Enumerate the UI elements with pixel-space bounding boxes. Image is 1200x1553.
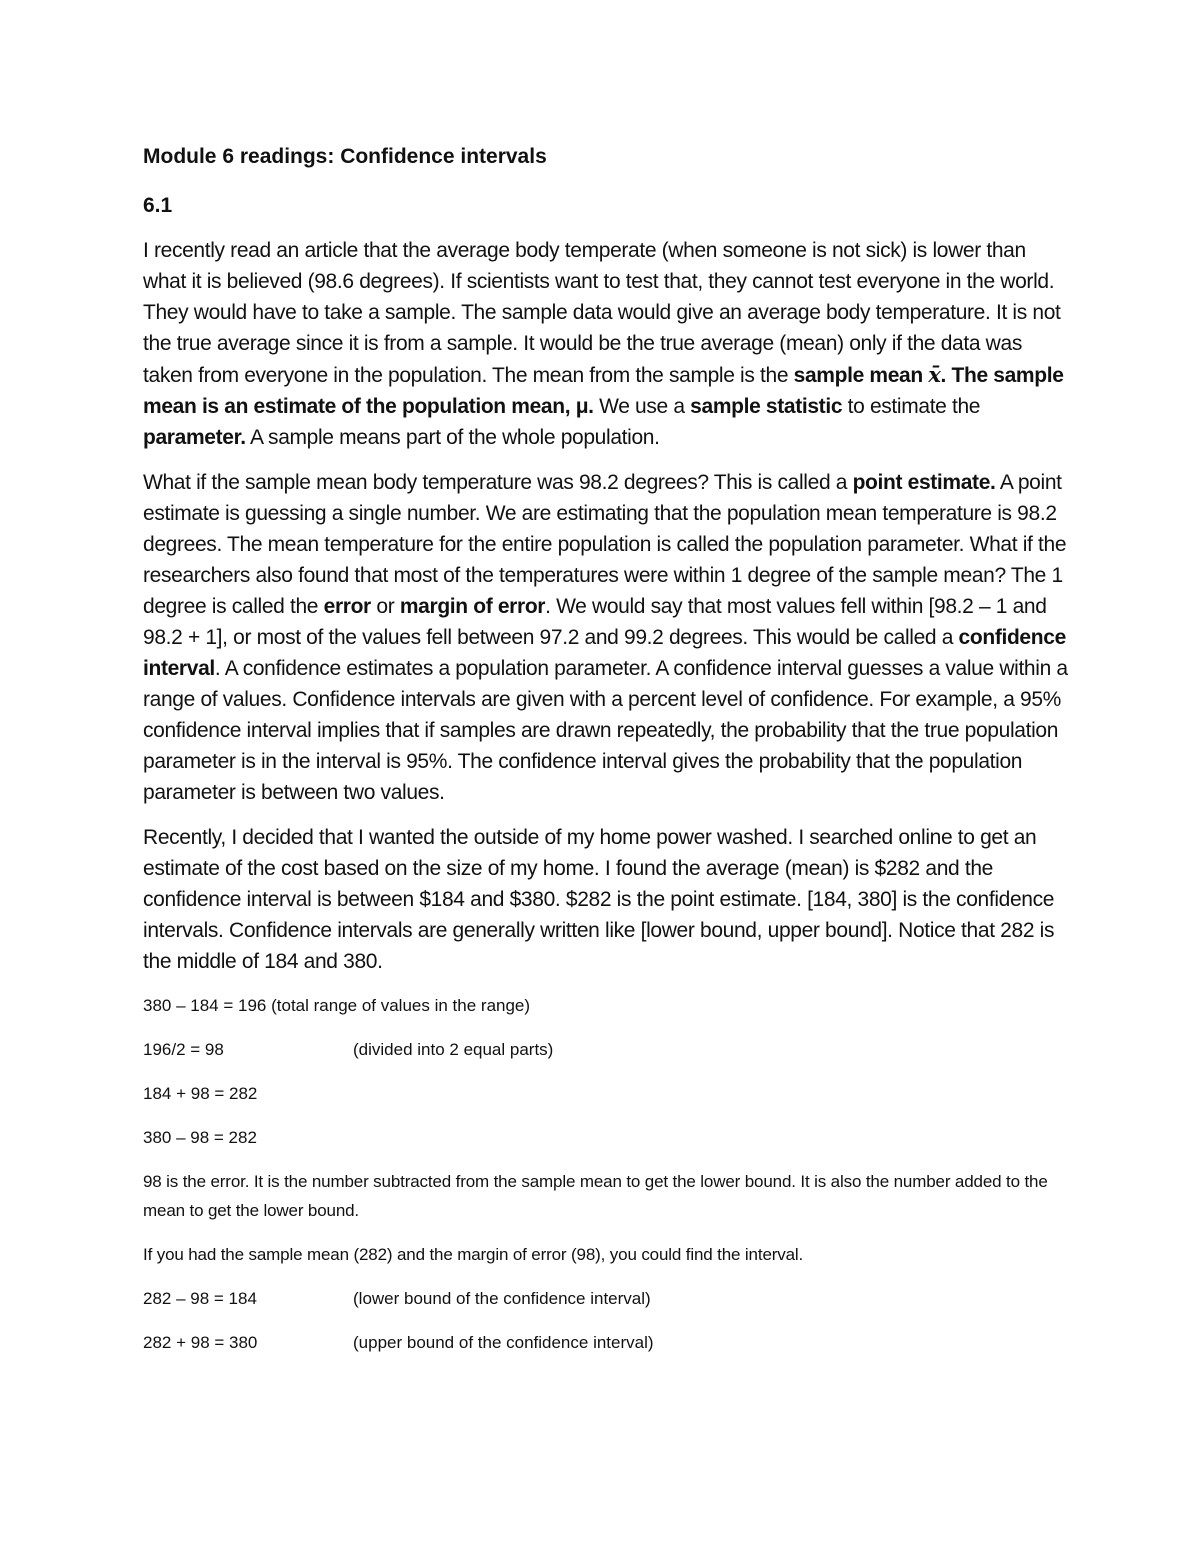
term-confidence-interval: confidence interval <box>143 626 1066 680</box>
paragraph-text: A sample means part of the whole population. <box>245 426 660 449</box>
document-title: Module 6 readings: Confidence intervals <box>143 145 547 168</box>
paragraph-text: to estimate the <box>842 395 981 418</box>
term-margin-of-error: margin of error <box>399 595 546 618</box>
paragraph-find-interval: If you had the sample mean (282) and the margin of error (98), you could find the interval. <box>143 1245 804 1264</box>
paragraph-text: . We would say that most values fell within [98.2 – 1 and 98.2 + 1], or most of the values fell between 97.2 and 99.2 degrees. This would be called a <box>143 595 1047 649</box>
calculation-line <box>143 1035 1068 1064</box>
calculation-line <box>143 991 1068 1020</box>
section-number: 6.1 <box>143 194 173 217</box>
paragraph-point-estimate <box>143 467 1068 808</box>
paragraph-text: . A confidence estimates a population parameter. A confidence interval guesses a value within a range of values. Confidence intervals are given with a percent level of confidence. For example, a 95% confidence interval implies that if samples are drawn repeatedly, the probability that the true population parameter is in the interval is 95%. The confidence interval gives the probability that the population parameter is between two values. <box>143 657 1068 804</box>
term-population-mean: population mean, μ. <box>401 395 594 418</box>
calculation-expression: 282 – 98 = 184 <box>143 1289 257 1308</box>
calculation-line <box>143 1284 1068 1313</box>
paragraph-text: . The sample mean is an estimate of the <box>143 364 1064 418</box>
calculation-note: (total range of values in the range) <box>271 996 531 1015</box>
calculation-expression: 184 + 98 = 282 <box>143 1084 258 1103</box>
paragraph-text: I recently read an article that the average body temperate (when someone is not sick) is lower than what it is believed (98.6 degrees). If scientists want to test that, they cannot test everyone in the world. They would have to take a sample. The sample data would give an average body temperature. It is not the true average since it is from a sample. It would be the true average (mean) only if the data was taken from everyone in the population. The mean from the sample is the <box>143 239 1061 387</box>
calculation-line <box>143 1328 1068 1357</box>
paragraph-error-explanation: 98 is the error. It is the number subtracted from the sample mean to get the lower bound. It is also the number added to the mean to get the lower bound. <box>143 1172 1048 1220</box>
term-parameter: parameter. <box>143 426 246 449</box>
calculation-line <box>143 1079 1068 1108</box>
paragraph-sample-mean <box>143 235 1068 453</box>
term-point-estimate: point estimate. <box>852 471 996 494</box>
calculation-expression: 282 + 98 = 380 <box>143 1333 258 1352</box>
calculation-expression: 380 – 184 = 196 <box>143 996 267 1015</box>
term-error: error <box>323 595 371 618</box>
paragraph-text: A point estimate is guessing a single number. We are estimating that the population mean temperature is 98.2 degrees. The mean temperature for the entire population is called the population parameter. What if the researchers also found that most of the temperatures were within 1 degree of the sample mean? The 1 degree is called the <box>143 471 1067 618</box>
x-bar-symbol: x̄ <box>928 362 941 387</box>
paragraph-text: We use a <box>593 395 691 418</box>
paragraph-text: or <box>370 595 400 618</box>
calculation-note: (upper bound of the confidence interval) <box>353 1333 654 1352</box>
document-body <box>143 141 1068 1372</box>
paragraph-power-wash-example: Recently, I decided that I wanted the outside of my home power washed. I searched online to get an estimate of the cost based on the size of my home. I found the average (mean) is $282 and the confidence interval is between $184 and $380. $282 is the point estimate. [184, 380] is the confidence intervals. Confidence intervals are generally written like [lower bound, upper bound]. Notice that 282 is the middle of 184 and 380. <box>143 826 1055 973</box>
calculation-expression: 196/2 = 98 <box>143 1040 224 1059</box>
calculation-note: (lower bound of the confidence interval) <box>353 1289 651 1308</box>
calculation-expression: 380 – 98 = 282 <box>143 1128 257 1147</box>
term-sample-statistic: sample statistic <box>690 395 843 418</box>
paragraph-text: What if the sample mean body temperature was 98.2 degrees? This is called a <box>143 471 853 494</box>
term-sample-mean: sample mean <box>793 364 929 387</box>
calculation-line <box>143 1123 1068 1152</box>
calculation-note: (divided into 2 equal parts) <box>353 1040 554 1059</box>
